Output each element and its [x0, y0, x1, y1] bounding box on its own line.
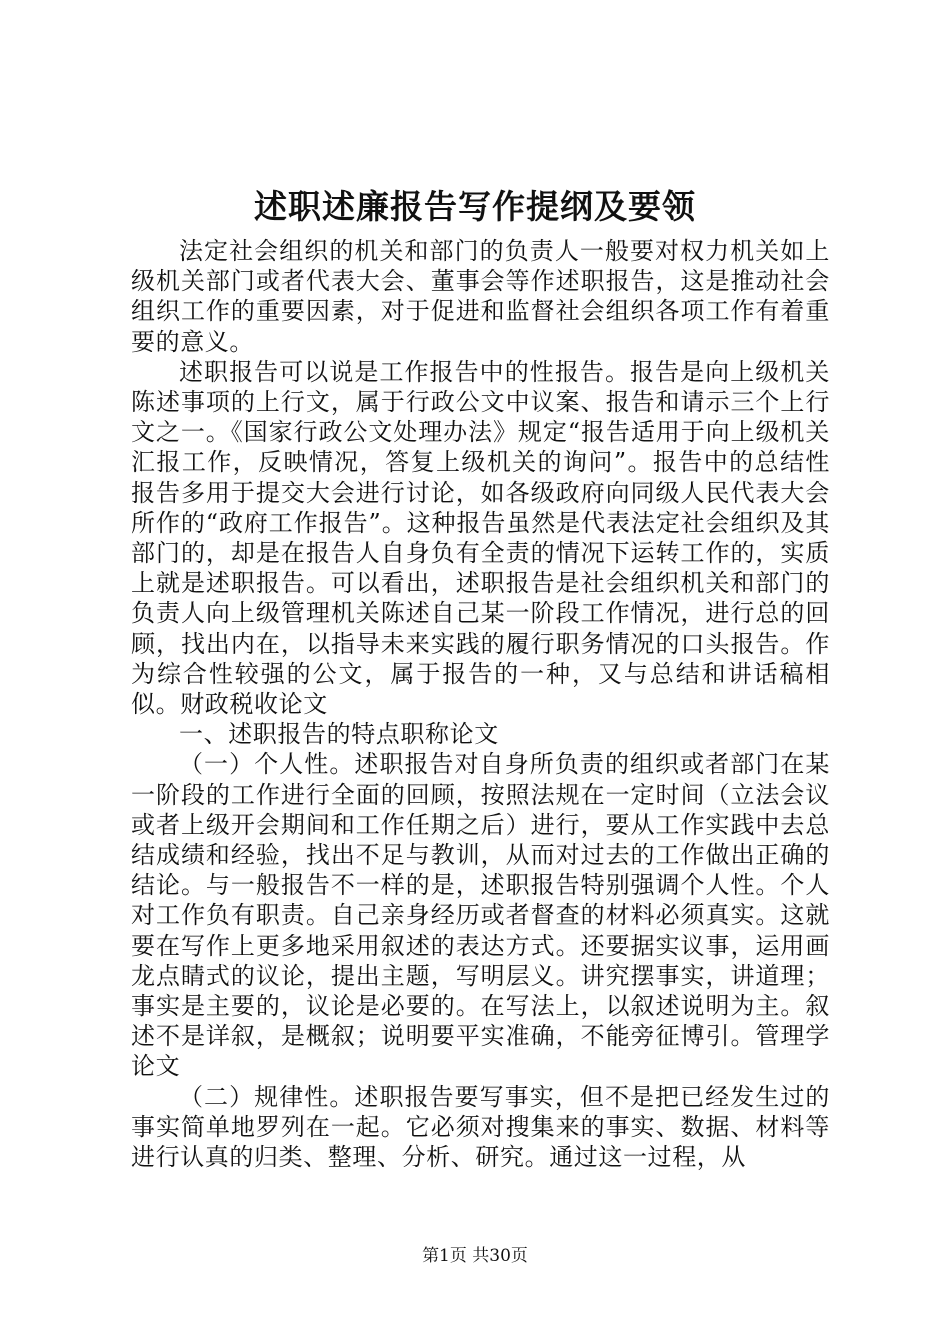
paragraph-intro: 法定社会组织的机关和部门的负责人一般要对权力机关如上级机关部门或者代表大会、董事会等作述职报告，这是推动社会组织工作的重要因素，对于促进和监督社会组织各项工作有着重要的意义。 — [131, 237, 830, 356]
paragraph-personal: （一）个人性。述职报告对自身所负责的组织或者部门在某一阶段的工作进行全面的回顾，按照法规在一定时间（立法会议或者上级开会期间和工作任期之后）进行，要从工作实践中去总结成绩和经验，找出不足与教训，从而对过去的工作做出正确的结论。与一般报告不一样的是，述职报告特别强调个人性。个人对工作负有职责。自己亲身经历或者督查的材料必须真实。这就要在写作上更多地采用叙述的表达方式。还要据实议事，运用画龙点睛式的议论，提出主题，写明层义。讲究摆事实，讲道理；事实是主要的，议论是必要的。在写法上，以叙述说明为主。叙述不是详叙，是概叙；说明要平实准确，不能旁征博引。管理学论文 — [131, 750, 830, 1081]
paragraph-regularity: （二）规律性。述职报告要写事实，但不是把已经发生过的事实简单地罗列在一起。它必须对搜集来的事实、数据、材料等进行认真的归类、整理、分析、研究。通过这一过程，从 — [131, 1082, 830, 1172]
page-number-footer: 第1页 共30页 — [422, 1246, 528, 1266]
document-body — [131, 236, 830, 1172]
paragraph-report-definition: 述职报告可以说是工作报告中的性报告。报告是向上级机关陈述事项的上行文，属于行政公文中议案、报告和请示三个上行文之一。《国家行政公文处理办法》规定“报告适用于向上级机关汇报工作，反映情况，答复上级机关的询问”。报告中的总结性报告多用于提交大会进行讨论，如各级政府向同级人民代表大会所作的“政府工作报告”。这种报告虽然是代表法定社会组织及其部门的，却是在报告人自身负有全责的情况下运转工作的，实质上就是述职报告。可以看出，述职报告是社会组织机关和部门的负责人向上级管理机关陈述自己某一阶段工作情况，进行总的回顾，找出内在，以指导未来实践的履行职务情况的口头报告。作为综合性较强的公文，属于报告的一种，又与总结和讲话稿相似。财政税收论文 — [131, 357, 830, 719]
document-title: 述职述廉报告写作提纲及要领 — [254, 187, 696, 226]
section-heading-features: 一、述职报告的特点职称论文 — [179, 720, 499, 749]
